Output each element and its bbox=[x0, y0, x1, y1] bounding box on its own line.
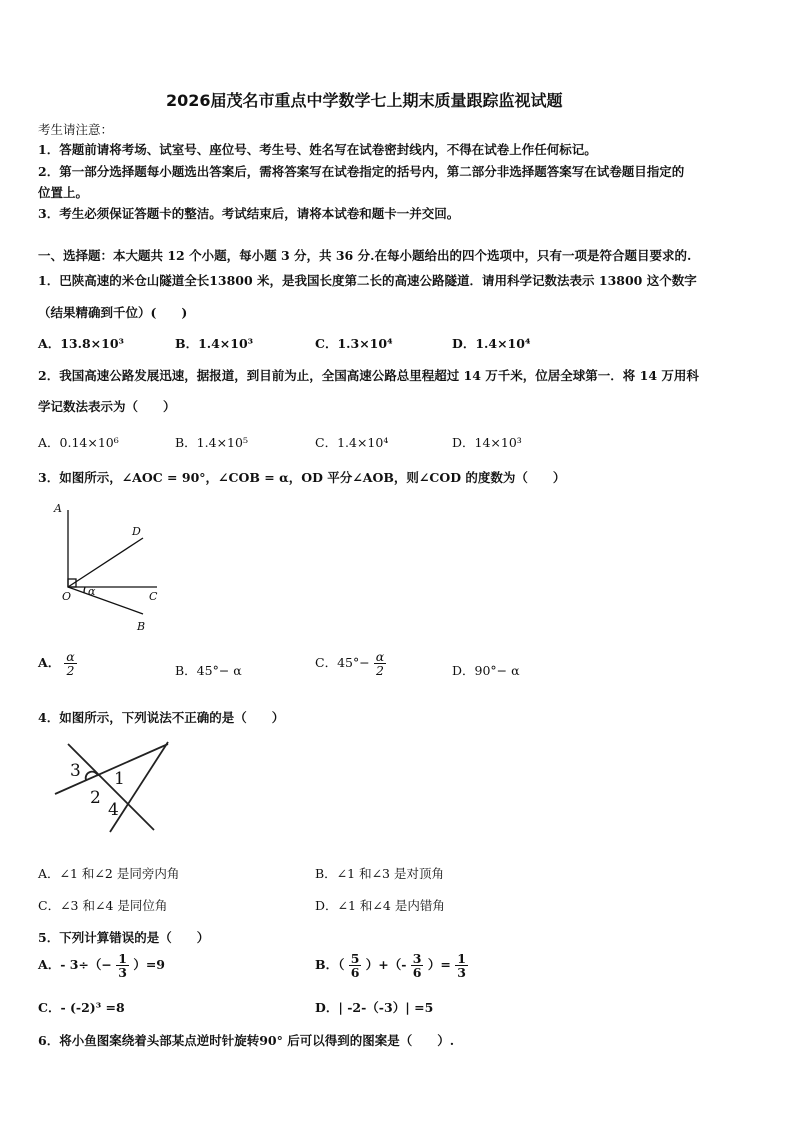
label-a: A bbox=[54, 502, 62, 515]
notice-item-2: 2．第一部分选择题每小题选出答案后，需将答案写在试卷指定的括号内，第二部分非选择题答案写在试卷题目指定的 bbox=[38, 164, 685, 179]
angle-label-4: 4 bbox=[108, 800, 119, 820]
q5-option-b-eq: ）= bbox=[427, 957, 451, 973]
q3-angle-figure bbox=[45, 500, 175, 635]
label-d: D bbox=[132, 525, 141, 538]
q3-option-c bbox=[315, 650, 386, 677]
fraction-numerator: 1 bbox=[457, 951, 466, 966]
question-1-cont: （结果精确到千位）( ) bbox=[38, 305, 188, 320]
angle-label-1: 1 bbox=[114, 769, 125, 789]
q5-option-c: C．- (-2)³ =8 bbox=[38, 1000, 125, 1015]
question-3: 3．如图所示，∠AOC = 90°，∠COB = α，OD 平分∠AOB，则∠COD 的度数为（ ） bbox=[38, 470, 566, 485]
q5-option-b-pre: B．（ bbox=[315, 957, 345, 973]
notice-item-3: 3．考生必须保证答题卡的整洁。考试结束后，请将本试卷和题卡一并交回。 bbox=[38, 206, 460, 221]
q4-option-a: A．∠1 和∠2 是同旁内角 bbox=[38, 866, 180, 881]
label-b: B bbox=[137, 620, 146, 633]
fraction-denominator: 2 bbox=[66, 663, 75, 679]
q1-option-d: D．1.4×10⁴ bbox=[452, 336, 531, 351]
q2-option-d: D．14×10³ bbox=[452, 435, 522, 450]
q5-option-a-pre: A．- 3÷（− bbox=[38, 957, 112, 973]
question-2-cont: 学记数法表示为（ ） bbox=[38, 399, 176, 414]
label-o: O bbox=[62, 590, 72, 603]
fraction-denominator: 2 bbox=[375, 663, 384, 679]
fraction-numerator: 5 bbox=[350, 951, 360, 966]
q5-option-b-fraction-2 bbox=[411, 952, 424, 979]
q5-option-d: D．| -2-（-3）| =5 bbox=[315, 1000, 434, 1015]
q5-option-a bbox=[38, 952, 165, 979]
q5-option-b-mid: ）+（- bbox=[365, 957, 407, 973]
fraction-numerator: α bbox=[66, 649, 75, 664]
notice-item-1: 1．答题前请将考场、试室号、座位号、考生号、姓名写在试卷密封线内，不得在试卷上作任何标记。 bbox=[38, 142, 597, 157]
question-1: 1．巴陕高速的米仓山隧道全长13800 米，是我国长度第二长的高速公路隧道．请用科学记数法表示 13800 这个数字 bbox=[38, 273, 697, 288]
q5-option-b-fraction-1 bbox=[349, 952, 362, 979]
angle-label-3: 3 bbox=[70, 761, 81, 781]
notice-heading: 考生请注意： bbox=[38, 122, 114, 137]
q5-option-a-fraction bbox=[116, 952, 129, 979]
q2-option-b: B．1.4×10⁵ bbox=[175, 435, 248, 450]
q3-option-c-label: C．45°− bbox=[315, 655, 370, 671]
q2-option-c: C．1.4×10⁴ bbox=[315, 435, 389, 450]
question-4: 4．如图所示，下列说法不正确的是（ ） bbox=[38, 710, 285, 725]
q5-option-a-post: ）=9 bbox=[133, 957, 165, 973]
page-title: 2026届茂名市重点中学数学七上期末质量跟踪监视试题 bbox=[166, 91, 563, 110]
angle-label-2: 2 bbox=[90, 788, 101, 808]
notice-item-2-cont: 位置上。 bbox=[38, 185, 89, 200]
fraction-numerator: α bbox=[375, 649, 385, 664]
q4-option-b: B．∠1 和∠3 是对顶角 bbox=[315, 866, 444, 881]
q3-option-b: B．45°− α bbox=[175, 663, 242, 678]
q1-option-c: C．1.3×10⁴ bbox=[315, 336, 393, 351]
q5-option-b-fraction-3 bbox=[455, 952, 468, 979]
fraction-numerator: 1 bbox=[118, 951, 127, 966]
q4-lines-figure bbox=[50, 736, 175, 836]
section-heading: 一、选择题：本大题共 12 个小题，每小题 3 分，共 36 分.在每小题给出的四个选项中，只有一项是符合题目要求的. bbox=[38, 248, 692, 263]
fraction-numerator: 3 bbox=[412, 951, 422, 966]
fraction-denominator: 3 bbox=[457, 965, 466, 981]
q1-option-b: B．1.4×10³ bbox=[175, 336, 254, 351]
fraction-denominator: 6 bbox=[350, 965, 360, 981]
q3-option-a-label: A． bbox=[38, 655, 61, 671]
fraction-denominator: 6 bbox=[412, 965, 422, 981]
question-2: 2．我国高速公路发展迅速，据报道，到目前为止，全国高速公路总里程超过 14 万千米，位居全球第一．将 14 万用科 bbox=[38, 368, 699, 383]
q4-option-d: D．∠1 和∠4 是内错角 bbox=[315, 898, 445, 913]
q1-option-a: A．13.8×10³ bbox=[38, 336, 124, 351]
q3-option-a-fraction bbox=[64, 650, 76, 677]
question-5: 5．下列计算错误的是（ ） bbox=[38, 930, 210, 945]
fraction-denominator: 3 bbox=[118, 965, 127, 981]
q3-option-c-fraction bbox=[374, 650, 386, 677]
q3-option-a bbox=[38, 650, 77, 677]
q5-option-b bbox=[315, 952, 468, 979]
q4-option-c: C．∠3 和∠4 是同位角 bbox=[38, 898, 168, 913]
question-6: 6．将小鱼图案绕着头部某点逆时针旋转90° 后可以得到的图案是（ ）. bbox=[38, 1033, 455, 1048]
q3-option-d: D．90°− α bbox=[452, 663, 520, 678]
q2-option-a: A．0.14×10⁶ bbox=[38, 435, 119, 450]
label-alpha: α bbox=[88, 585, 96, 598]
label-c: C bbox=[149, 590, 158, 603]
